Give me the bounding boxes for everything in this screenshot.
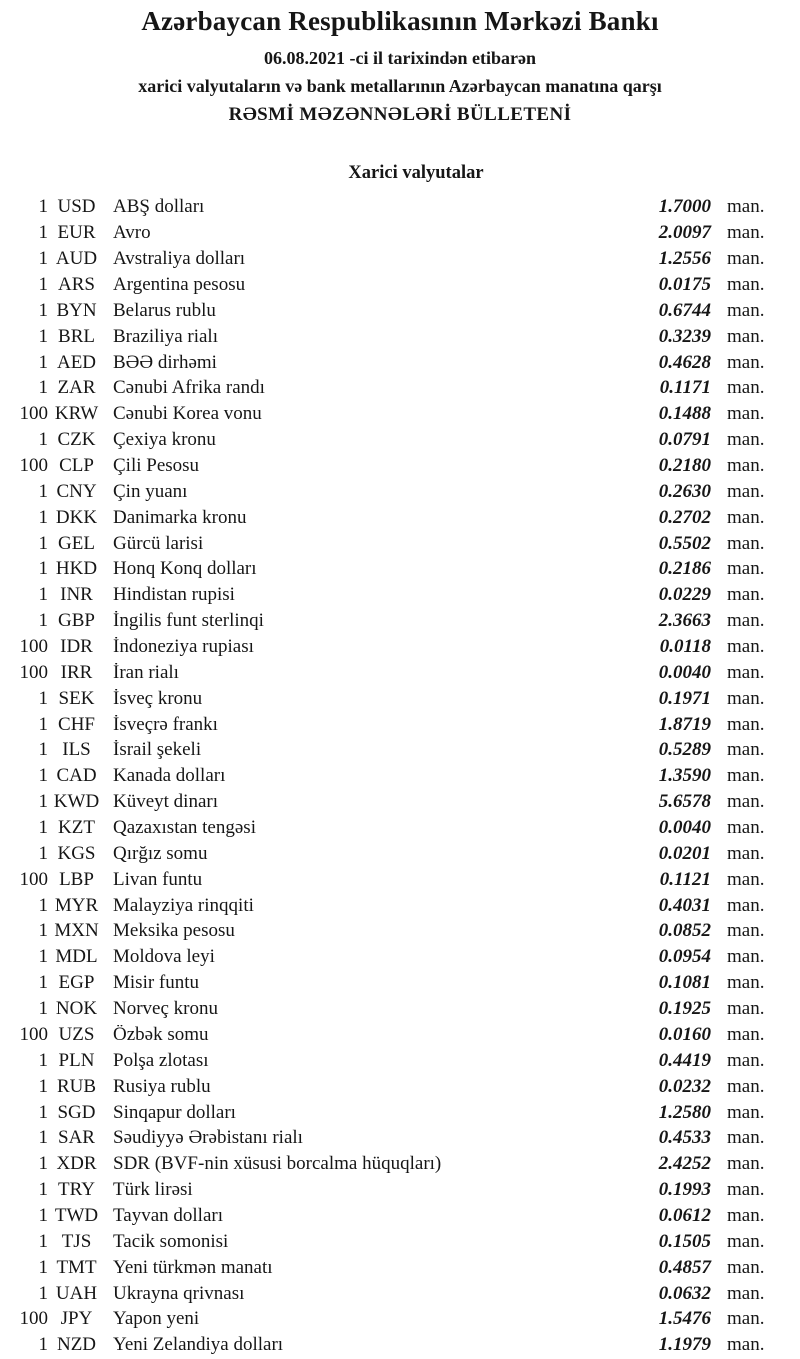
currency-quantity: 1	[38, 687, 48, 709]
currency-name: Yeni türkmən manatı	[113, 1257, 273, 1277]
rate-value: 0.0175	[658, 274, 711, 295]
currency-quantity: 1	[38, 1204, 48, 1226]
rate-value: 1.8719	[658, 713, 711, 735]
currency-quantity: 100	[19, 1023, 48, 1045]
rate-unit: man.	[727, 1204, 765, 1226]
currency-quantity: 1	[38, 1101, 48, 1123]
rate-unit: man.	[727, 894, 765, 916]
currency-code: IRR	[60, 661, 93, 683]
currency-quantity: 1	[38, 791, 48, 813]
currency-name: SDR (BVF-nin xüsusi borcalma hüquqları)	[113, 1154, 442, 1174]
rate-value: 0.4031	[658, 894, 711, 916]
rate-unit: man.	[727, 1282, 765, 1304]
currency-name: Polşa zlotası	[113, 1050, 209, 1070]
currency-code: SAR	[58, 1127, 95, 1149]
currency-name: BƏƏ dirhəmi	[113, 352, 217, 372]
rate-value: 0.6744	[658, 299, 711, 321]
rate-value: 1.1979	[658, 1334, 711, 1356]
rate-row	[0, 840, 800, 866]
currency-name: Avstraliya dolları	[113, 249, 246, 269]
currency-quantity: 1	[38, 325, 48, 347]
rate-value: 1.2556	[658, 248, 711, 270]
rate-row	[0, 323, 800, 349]
currency-quantity: 100	[19, 1308, 48, 1330]
currency-quantity: 1	[38, 946, 48, 968]
rate-unit: man.	[727, 765, 765, 787]
rate-unit: man.	[727, 1153, 765, 1175]
currency-quantity: 100	[19, 868, 48, 890]
rate-row	[0, 918, 800, 944]
currency-code: GEL	[58, 532, 95, 554]
rate-unit: man.	[727, 661, 765, 683]
rate-row	[0, 478, 800, 504]
currency-code: SGD	[57, 1101, 96, 1123]
rate-value: 0.0852	[658, 920, 711, 942]
rate-row	[0, 504, 800, 530]
rate-unit: man.	[727, 584, 765, 606]
currency-code: ARS	[58, 274, 95, 295]
currency-name: Argentina pesosu	[113, 275, 246, 294]
rate-unit: man.	[727, 222, 765, 244]
currency-name: Çili Pesosu	[113, 456, 200, 476]
subject-line: xarici valyutaların və bank metallarının Azərbaycan manatına qarşı	[138, 76, 662, 96]
currency-quantity: 1	[38, 532, 48, 554]
currency-quantity: 1	[38, 480, 48, 502]
rate-row	[0, 194, 800, 220]
rate-unit: man.	[727, 558, 765, 580]
currency-code: EGP	[58, 972, 95, 994]
currency-quantity: 1	[38, 1153, 48, 1175]
rate-row	[0, 375, 800, 401]
currency-code: KWD	[53, 791, 100, 813]
rate-unit: man.	[727, 299, 765, 321]
currency-code: UAH	[55, 1282, 98, 1304]
rate-row	[0, 685, 800, 711]
rate-row	[0, 1177, 800, 1203]
rate-value: 0.0040	[658, 661, 711, 683]
rate-unit: man.	[727, 842, 765, 864]
rate-value: 0.0954	[658, 946, 711, 968]
currency-code: AUD	[55, 248, 98, 270]
currency-quantity: 1	[38, 377, 48, 399]
rate-unit: man.	[727, 1179, 765, 1201]
rate-value: 0.1121	[659, 868, 711, 890]
currency-code: CNY	[56, 480, 97, 502]
currency-code: TMT	[56, 1256, 97, 1278]
currency-code: NOK	[55, 998, 98, 1020]
currency-code: KGS	[57, 842, 96, 864]
rate-unit: man.	[727, 196, 765, 218]
rate-value: 0.0201	[658, 842, 711, 864]
rate-unit: man.	[727, 1049, 765, 1071]
rate-value: 0.1971	[658, 687, 711, 709]
rate-row	[0, 996, 800, 1022]
currency-quantity: 1	[38, 1334, 48, 1356]
currency-code: MYR	[54, 894, 99, 916]
rate-value: 0.4419	[658, 1049, 711, 1071]
currency-quantity: 1	[38, 817, 48, 839]
rate-value: 0.5289	[658, 739, 711, 761]
currency-name: Belarus rublu	[113, 300, 216, 320]
currency-name: Hindistan rupisi	[113, 585, 235, 605]
currency-quantity: 1	[38, 274, 48, 295]
currency-quantity: 100	[19, 636, 48, 658]
rate-unit: man.	[727, 1127, 765, 1149]
rate-unit: man.	[727, 1230, 765, 1252]
rate-row	[0, 737, 800, 763]
rate-value: 2.4252	[658, 1153, 711, 1175]
rate-value: 0.0118	[659, 636, 711, 658]
currency-name: Tacik somonisi	[113, 1231, 229, 1251]
currency-name: İsveç kronu	[113, 688, 203, 708]
currency-name: Norveç kronu	[113, 999, 218, 1019]
currency-code: KRW	[54, 403, 99, 425]
rate-value: 0.3239	[658, 325, 711, 347]
rate-unit: man.	[727, 274, 765, 295]
rate-value: 0.1081	[658, 972, 711, 994]
currency-quantity: 1	[38, 972, 48, 994]
currency-code: UZS	[58, 1023, 95, 1045]
currency-name: İran rialı	[113, 662, 179, 682]
currency-quantity: 1	[38, 429, 48, 451]
rate-unit: man.	[727, 946, 765, 968]
currency-code: CZK	[57, 429, 96, 451]
currency-name: Yapon yeni	[113, 1309, 200, 1329]
rate-row	[0, 815, 800, 841]
rate-row	[0, 582, 800, 608]
rate-unit: man.	[727, 739, 765, 761]
currency-quantity: 1	[38, 610, 48, 632]
rate-unit: man.	[727, 403, 765, 425]
currency-name: Rusiya rublu	[113, 1076, 211, 1096]
currency-code: BYN	[56, 299, 97, 321]
rate-value: 0.2702	[658, 506, 711, 528]
currency-code: GBP	[58, 610, 95, 632]
rate-value: 0.0160	[658, 1023, 711, 1045]
rate-value: 0.0632	[658, 1282, 711, 1304]
currency-code: USD	[57, 196, 96, 218]
rate-row	[0, 1047, 800, 1073]
currency-name: Qırğız somu	[113, 843, 208, 863]
rate-value: 1.5476	[658, 1308, 711, 1330]
rate-unit: man.	[727, 1101, 765, 1123]
currency-quantity: 1	[38, 998, 48, 1020]
currency-name: Gürcü larisi	[113, 533, 204, 553]
rate-unit: man.	[727, 636, 765, 658]
currency-quantity: 1	[38, 920, 48, 942]
currency-code: KZT	[58, 817, 95, 839]
rate-unit: man.	[727, 377, 765, 399]
rate-row	[0, 866, 800, 892]
rate-row	[0, 970, 800, 996]
currency-quantity: 1	[38, 196, 48, 218]
currency-code: DKK	[55, 506, 98, 528]
rate-row	[0, 944, 800, 970]
currency-name: İsrail şekeli	[113, 740, 202, 760]
rate-value: 0.1993	[658, 1179, 711, 1201]
rate-row	[0, 349, 800, 375]
currency-quantity: 1	[38, 299, 48, 321]
currency-name: Kanada dolları	[113, 766, 226, 786]
currency-name: İndoneziya rupiası	[113, 637, 254, 657]
rate-row	[0, 220, 800, 246]
rate-value: 0.0791	[658, 429, 711, 451]
rate-value: 2.3663	[658, 610, 711, 632]
rate-value: 0.0232	[658, 1075, 711, 1097]
rate-value: 0.0612	[658, 1204, 711, 1226]
currency-code: CLP	[59, 455, 94, 477]
currency-code: SEK	[58, 687, 95, 709]
rate-row	[0, 659, 800, 685]
bank-title: Azərbaycan Respublikasının Mərkəzi Bankı	[141, 6, 659, 36]
rate-unit: man.	[727, 920, 765, 942]
rate-unit: man.	[727, 248, 765, 270]
rate-value: 1.2580	[658, 1101, 711, 1123]
rate-value: 0.1925	[658, 998, 711, 1020]
rate-value: 0.4533	[658, 1127, 711, 1149]
rate-row	[0, 1099, 800, 1125]
rate-row	[0, 1228, 800, 1254]
rate-unit: man.	[727, 480, 765, 502]
rate-row	[0, 1151, 800, 1177]
currency-quantity: 100	[19, 661, 48, 683]
rate-row	[0, 453, 800, 479]
rate-unit: man.	[727, 713, 765, 735]
currency-quantity: 1	[38, 842, 48, 864]
section-title-foreign-currencies: Xarici valyutalar	[348, 163, 484, 183]
currency-code: LBP	[59, 868, 94, 890]
currency-quantity: 1	[38, 1230, 48, 1252]
currency-name: İngilis funt sterlinqi	[113, 611, 264, 631]
currency-quantity: 1	[38, 739, 48, 761]
rate-row	[0, 1254, 800, 1280]
currency-code: HKD	[55, 558, 98, 580]
rate-row	[0, 427, 800, 453]
currency-quantity: 1	[38, 584, 48, 606]
currency-code: MXN	[54, 920, 99, 942]
rate-row	[0, 246, 800, 272]
currency-name: Çexiya kronu	[113, 430, 216, 450]
currency-name: Moldova leyi	[113, 947, 215, 967]
currency-code: EUR	[57, 222, 96, 244]
currency-quantity: 1	[38, 222, 48, 244]
currency-name: Sinqapur dolları	[113, 1102, 236, 1122]
rate-unit: man.	[727, 1334, 765, 1356]
rate-unit: man.	[727, 817, 765, 839]
currency-name: Özbək somu	[113, 1024, 209, 1044]
rate-value: 1.7000	[658, 196, 711, 218]
currency-quantity: 1	[38, 506, 48, 528]
rate-row	[0, 1022, 800, 1048]
rate-value: 0.4857	[658, 1256, 711, 1278]
currency-quantity: 1	[38, 1075, 48, 1097]
currency-name: Meksika pesosu	[113, 921, 235, 941]
bulletin-title: RƏSMİ MƏZƏNNƏLƏRİ BÜLLETENİ	[228, 104, 572, 125]
currency-name: Misir funtu	[113, 973, 200, 993]
rate-unit: man.	[727, 868, 765, 890]
rate-value: 0.5502	[658, 532, 711, 554]
rate-row	[0, 892, 800, 918]
currency-quantity: 1	[38, 1049, 48, 1071]
rate-value: 0.0229	[658, 584, 711, 606]
rate-row	[0, 1306, 800, 1332]
rate-row	[0, 1125, 800, 1151]
rate-row	[0, 556, 800, 582]
currency-name: Səudiyyə Ərəbistanı rialı	[113, 1128, 303, 1148]
rate-value: 0.0040	[658, 817, 711, 839]
rate-unit: man.	[727, 972, 765, 994]
currency-code: TJS	[61, 1230, 92, 1252]
currency-quantity: 1	[38, 1256, 48, 1278]
currency-quantity: 1	[38, 894, 48, 916]
rate-row	[0, 1332, 800, 1358]
currency-name: Livan funtu	[113, 869, 203, 889]
currency-code: CHF	[58, 713, 95, 735]
rate-unit: man.	[727, 1075, 765, 1097]
rate-row	[0, 608, 800, 634]
rate-unit: man.	[727, 325, 765, 347]
rate-value: 5.6578	[658, 791, 711, 813]
currency-name: Braziliya rialı	[113, 326, 218, 346]
rate-unit: man.	[727, 687, 765, 709]
rate-unit: man.	[727, 998, 765, 1020]
currency-code: MDL	[55, 946, 98, 968]
currency-code: IDR	[60, 636, 93, 658]
rate-value: 1.3590	[658, 765, 711, 787]
rate-unit: man.	[727, 1308, 765, 1330]
rate-row	[0, 297, 800, 323]
rate-value: 0.2186	[658, 558, 711, 580]
currency-code: RUB	[56, 1075, 97, 1097]
currency-code: PLN	[58, 1049, 95, 1071]
rate-value: 0.4628	[658, 351, 711, 373]
rate-value: 0.1505	[658, 1230, 711, 1252]
rate-row	[0, 763, 800, 789]
rate-row	[0, 1203, 800, 1229]
currency-name: İsveçrə frankı	[113, 714, 218, 734]
rate-row	[0, 711, 800, 737]
currency-name: Yeni Zelandiya dolları	[113, 1335, 284, 1355]
rate-value: 2.0097	[658, 222, 711, 244]
currency-code: INR	[60, 584, 93, 606]
currency-quantity: 1	[38, 1179, 48, 1201]
rate-row	[0, 1280, 800, 1306]
currency-name: Malayziya rinqqiti	[113, 895, 254, 915]
currency-quantity: 1	[38, 1127, 48, 1149]
currency-code: BRL	[58, 325, 95, 347]
currency-name: Ukrayna qrivnası	[113, 1283, 245, 1303]
rate-row	[0, 1073, 800, 1099]
currency-name: Küveyt dinarı	[113, 792, 219, 812]
currency-name: Qazaxıstan tengəsi	[113, 818, 256, 838]
rate-row	[0, 789, 800, 815]
currency-name: Cənubi Korea vonu	[113, 404, 262, 424]
currency-name: Cənubi Afrika randı	[113, 378, 265, 398]
rate-row	[0, 272, 800, 298]
currency-name: Honq Konq dolları	[113, 559, 257, 579]
currency-code: CAD	[56, 765, 97, 787]
rate-unit: man.	[727, 351, 765, 373]
currency-name: Tayvan dolları	[113, 1205, 223, 1225]
effective-date-line: 06.08.2021 -ci il tarixindən etibarən	[264, 48, 536, 68]
currency-quantity: 1	[38, 248, 48, 270]
currency-code: ZAR	[57, 377, 96, 399]
rate-unit: man.	[727, 1023, 765, 1045]
currency-quantity: 1	[38, 765, 48, 787]
currency-quantity: 100	[19, 455, 48, 477]
rate-unit: man.	[727, 791, 765, 813]
rate-unit: man.	[727, 1256, 765, 1278]
currency-name: ABŞ dolları	[113, 197, 205, 217]
rate-unit: man.	[727, 532, 765, 554]
currency-quantity: 100	[19, 403, 48, 425]
currency-code: NZD	[56, 1334, 97, 1356]
rate-value: 0.1171	[659, 377, 711, 399]
currency-name: Avro	[113, 223, 151, 243]
rate-value: 0.2630	[658, 480, 711, 502]
currency-code: TRY	[58, 1179, 95, 1201]
rate-row	[0, 401, 800, 427]
currency-code: AED	[56, 351, 97, 373]
currency-code: TWD	[54, 1204, 99, 1226]
rate-unit: man.	[727, 506, 765, 528]
rate-unit: man.	[727, 610, 765, 632]
currency-quantity: 1	[38, 1282, 48, 1304]
rate-row	[0, 530, 800, 556]
currency-name: Danimarka kronu	[113, 507, 247, 527]
currency-code: XDR	[56, 1153, 97, 1175]
currency-quantity: 1	[38, 558, 48, 580]
currency-name: Türk lirəsi	[113, 1180, 193, 1200]
rate-unit: man.	[727, 455, 765, 477]
rate-value: 0.2180	[658, 455, 711, 477]
currency-code: ILS	[62, 739, 91, 761]
rate-value: 0.1488	[658, 403, 711, 425]
rate-row	[0, 634, 800, 660]
currency-quantity: 1	[38, 713, 48, 735]
currency-name: Çin yuanı	[113, 481, 188, 501]
currency-quantity: 1	[38, 351, 48, 373]
exchange-rates-table	[0, 194, 800, 1358]
currency-code: JPY	[60, 1308, 93, 1330]
rate-unit: man.	[727, 429, 765, 451]
